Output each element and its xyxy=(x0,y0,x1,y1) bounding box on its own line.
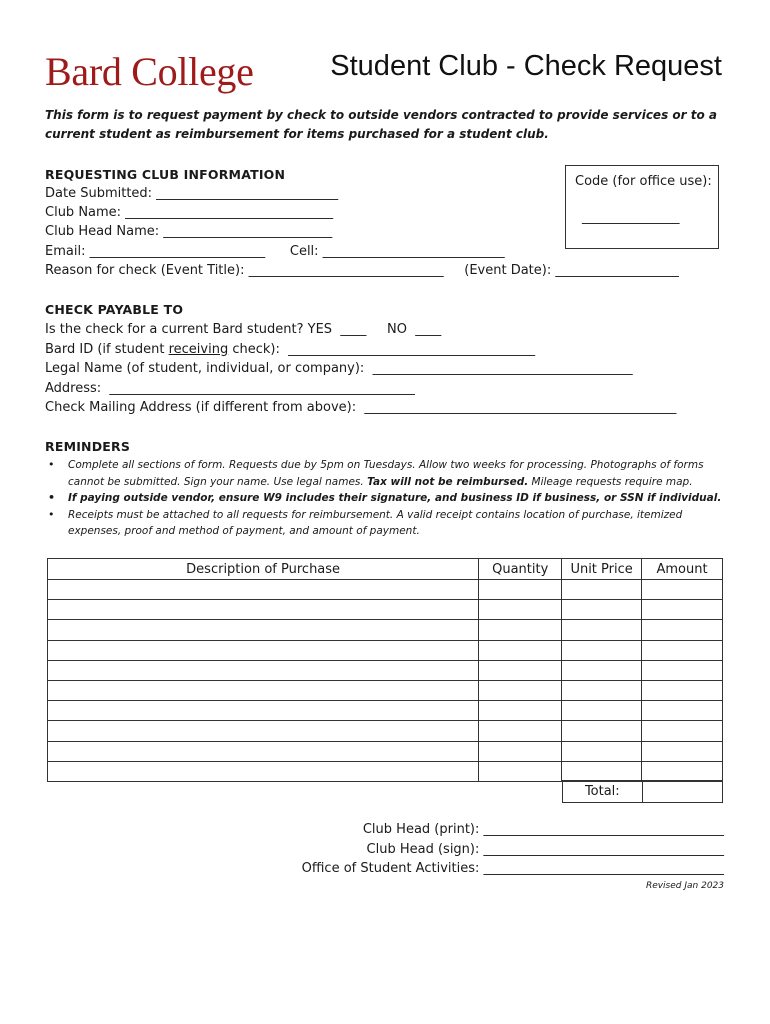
table-row xyxy=(48,721,723,741)
bard-id-prefix: Bard ID (if student xyxy=(45,342,169,357)
reminders-heading: REMINDERS xyxy=(45,439,131,454)
bard-id-suffix: check): ______________________________________ xyxy=(228,342,536,357)
table-row xyxy=(48,741,723,761)
reminder-item: • If paying outside vendor, ensure W9 includes their signature, and business ID if business, or SSN if individual. xyxy=(45,490,725,507)
office-activities-field[interactable]: Office of Student Activities: _____________________________________ xyxy=(301,861,724,876)
revised-date: Revised Jan 2023 xyxy=(645,881,724,891)
office-code-blank[interactable]: _______________ xyxy=(582,210,680,225)
form-title: Student Club - Check Request xyxy=(330,50,722,82)
table-row xyxy=(48,640,723,660)
col-quantity: Quantity xyxy=(479,559,562,580)
club-head-sign-field[interactable]: Club Head (sign): _____________________________________ xyxy=(366,842,724,857)
table-row xyxy=(48,620,723,640)
club-name-field[interactable]: Club Name: ________________________________ xyxy=(45,205,334,220)
club-head-print-field[interactable]: Club Head (print): _____________________________________ xyxy=(362,822,724,837)
current-student-field[interactable]: Is the check for a current Bard student? YES ____ NO ____ xyxy=(45,322,442,337)
col-description: Description of Purchase xyxy=(48,559,479,580)
purchase-rows xyxy=(48,580,723,782)
reminder-item: • Complete all sections of form. Requests due by 5pm on Tuesdays. Allow two weeks for processing. Photographs of forms cannot be submitted. Sign your name. Use legal names. Tax will not be reimbursed. Mileage requests require map. xyxy=(45,457,725,490)
legal-name-field[interactable]: Legal Name (of student, individual, or company): ________________________________________ xyxy=(45,361,633,376)
col-amount: Amount xyxy=(642,559,723,580)
date-submitted-field[interactable]: Date Submitted: ____________________________ xyxy=(45,186,339,201)
email-cell-field[interactable]: Email: ___________________________ Cell: ____________________________ xyxy=(45,244,505,259)
table-row xyxy=(48,600,723,620)
club-info-heading: REQUESTING CLUB INFORMATION xyxy=(45,167,286,182)
mailing-address-field[interactable]: Check Mailing Address (if different from above): ________________________________________________ xyxy=(45,400,677,415)
total-amount-cell[interactable] xyxy=(642,781,722,803)
club-head-name-field[interactable]: Club Head Name: __________________________ xyxy=(45,224,333,239)
col-unit-price: Unit Price xyxy=(562,559,642,580)
office-code-box xyxy=(565,165,719,249)
bard-id-underlined: receiving xyxy=(168,342,229,357)
table-row xyxy=(48,680,723,700)
intro-text: This form is to request payment by check to outside vendors contracted to provide services or to a current student as reimbursement for items purchased for a student club. xyxy=(45,108,717,141)
purchase-table xyxy=(47,558,723,782)
total-label: Total: xyxy=(563,781,643,803)
reminders-list xyxy=(45,457,725,540)
reason-field[interactable]: Reason for check (Event Title): ______________________________ (Event Date): ___________________ xyxy=(45,263,679,278)
reminder-item: • Receipts must be attached to all requests for reimbursement. A valid receipt contains location of purchase, itemized expenses, proof and method of payment, and amount of payment. xyxy=(45,507,725,540)
table-row xyxy=(48,701,723,721)
total-row xyxy=(562,780,723,803)
table-row xyxy=(48,761,723,781)
check-payable-heading: CHECK PAYABLE TO xyxy=(45,302,184,317)
bard-id-field[interactable] xyxy=(45,340,535,359)
table-row xyxy=(48,580,723,600)
table-row xyxy=(48,660,723,680)
bard-college-logo: Bard College xyxy=(45,49,254,94)
address-field[interactable]: Address: _______________________________________________ xyxy=(45,381,415,396)
office-code-label: Code (for office use): xyxy=(575,174,712,189)
